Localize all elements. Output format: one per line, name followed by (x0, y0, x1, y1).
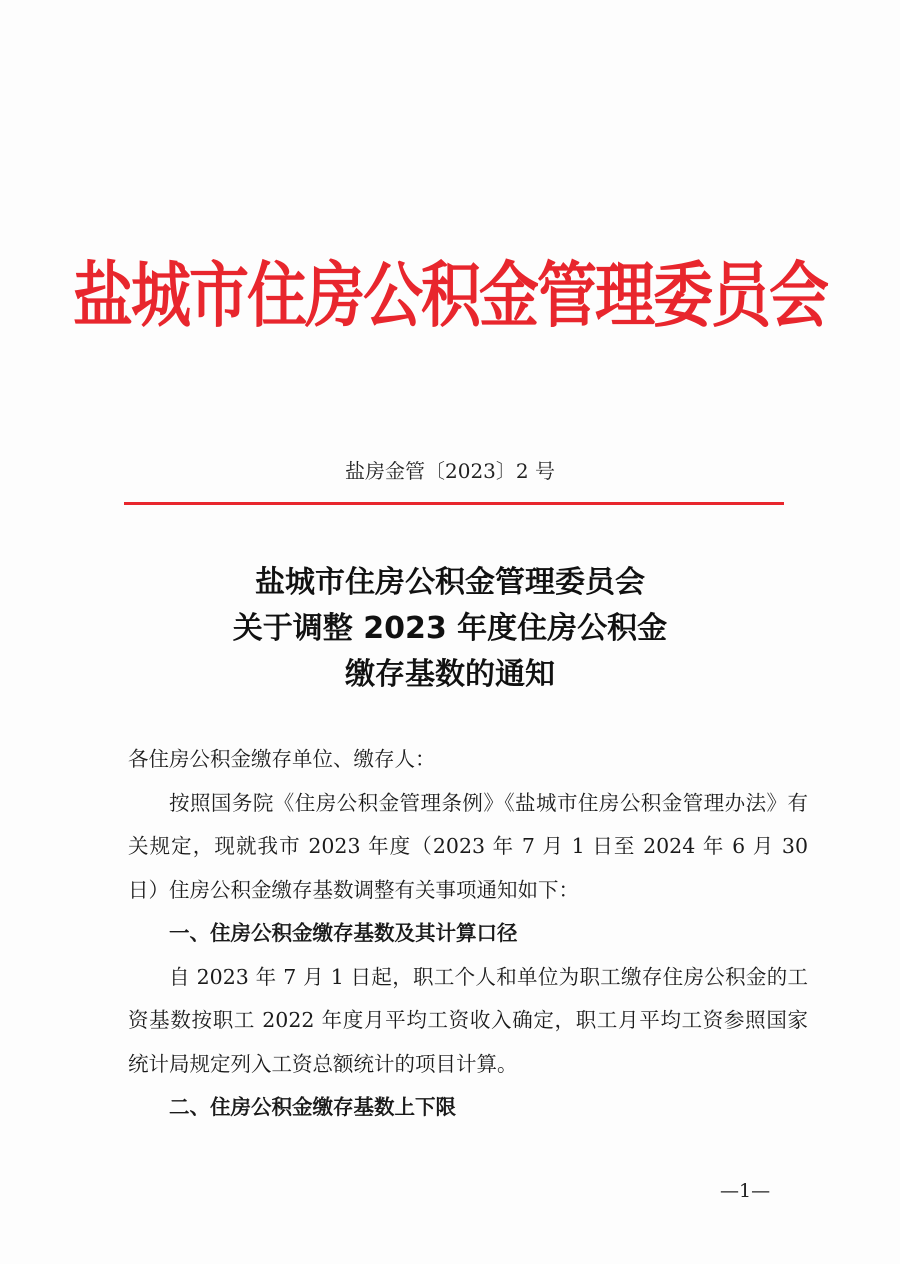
title-line-1: 盐城市住房公积金管理委员会 (255, 565, 645, 600)
section-1-paragraph: 自 2023 年 7 月 1 日起，职工个人和单位为职工缴存住房公积金的工资基数按职工 2022 年度月平均工资收入确定，职工月平均工资参照国家统计局规定列入工资总额统计的项目计算。 (128, 964, 808, 1076)
document-title (0, 560, 900, 698)
red-divider-line (124, 502, 784, 505)
document-body (128, 738, 808, 1130)
title-line-2: 关于调整 2023 年度住房公积金 (232, 611, 668, 646)
section-2-heading: 二、住房公积金缴存基数上下限 (169, 1095, 456, 1119)
title-line-3: 缴存基数的通知 (345, 657, 555, 692)
document-number: 盐房金管〔2023〕2 号 (345, 459, 555, 483)
intro-paragraph: 按照国务院《住房公积金管理条例》《盐城市住房公积金管理办法》有关规定，现就我市 2023 年度（2023 年 7 月 1 日至 2024 年 6 月 30 日）住房公积金缴存基数调整有关事项通知如下： (128, 790, 808, 902)
issuing-organization-header: 盐城市住房公积金管理委员会 (73, 255, 827, 338)
section-1-heading: 一、住房公积金缴存基数及其计算口径 (169, 921, 518, 945)
page-number: —1— (720, 1180, 771, 1202)
salutation: 各住房公积金缴存单位、缴存人： (128, 747, 436, 771)
